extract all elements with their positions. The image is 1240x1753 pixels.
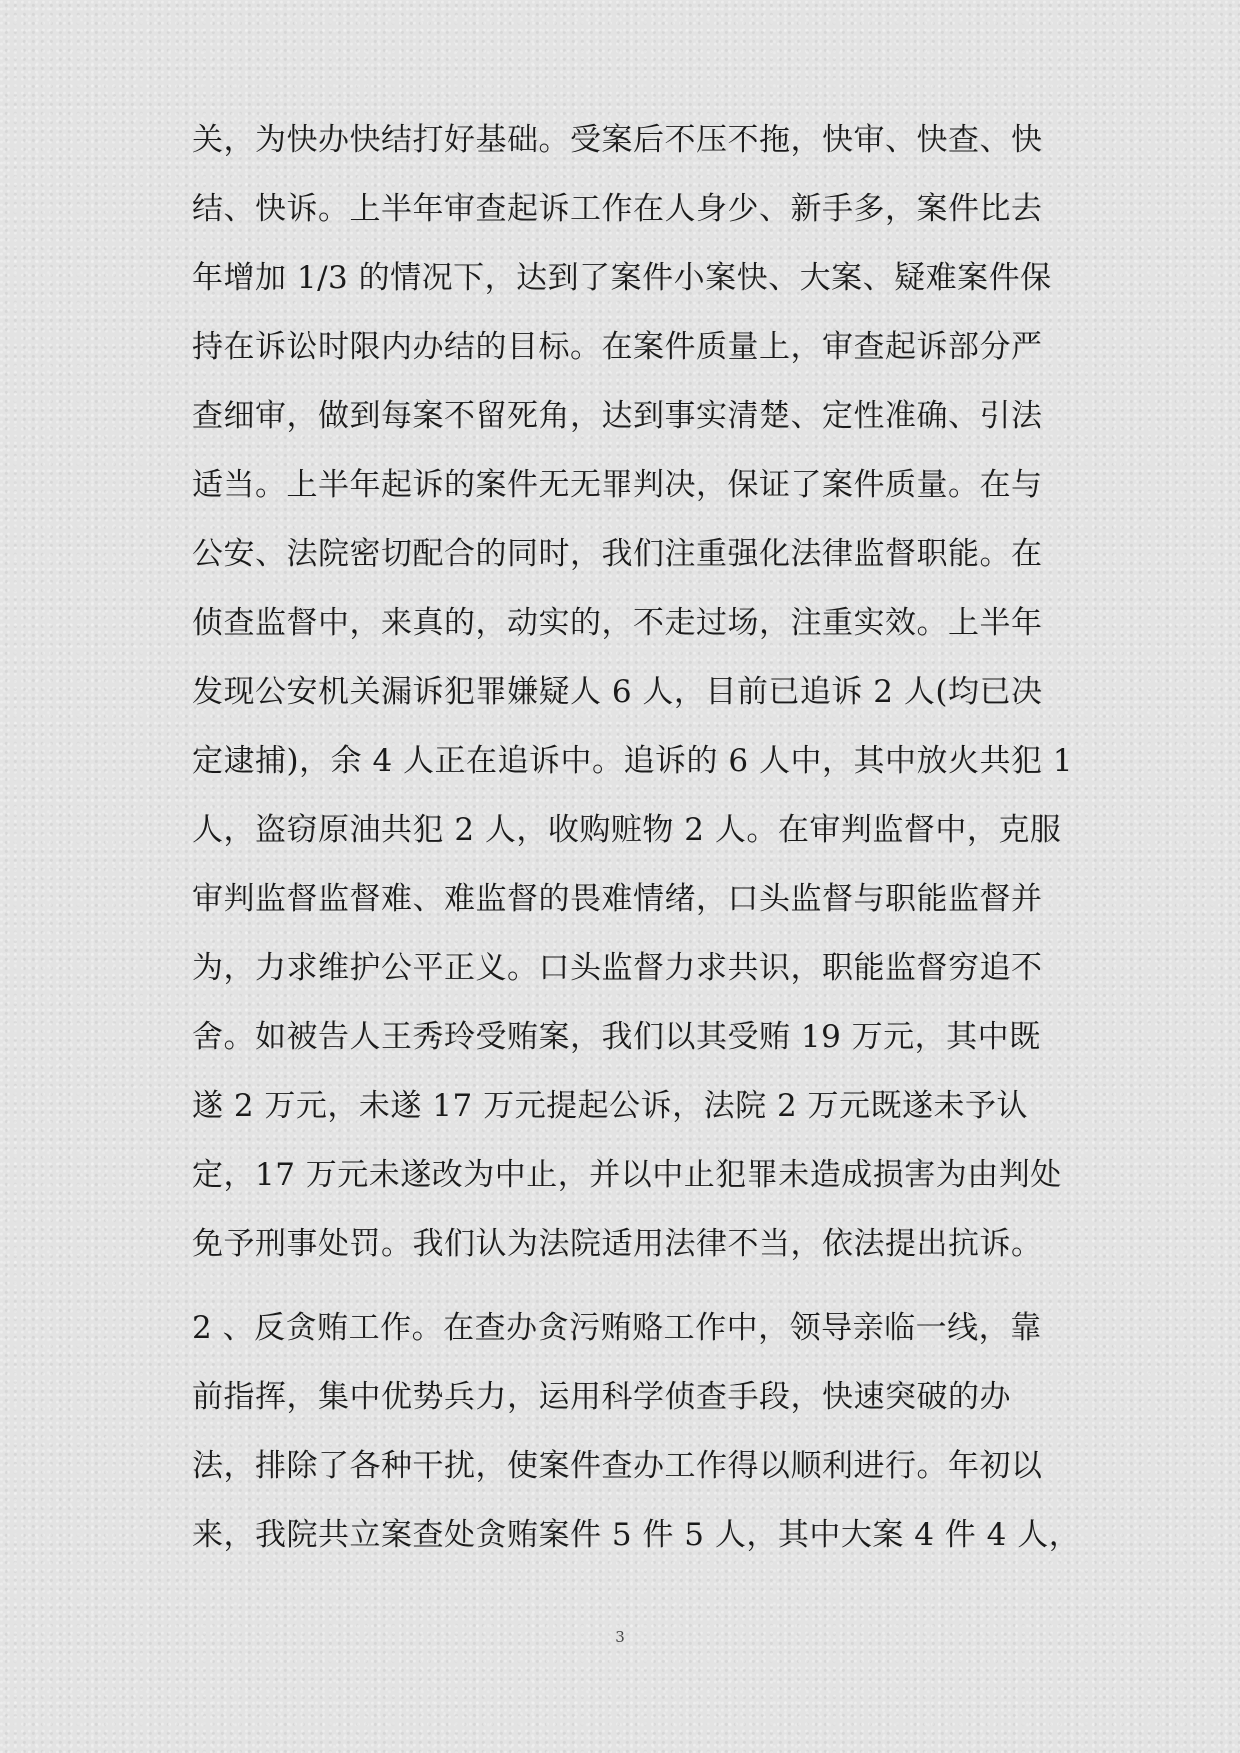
text-line: 人，盗窃原油共犯 2 人，收购赃物 2 人。在审判监督中，克服	[192, 812, 1062, 848]
body-text	[192, 110, 1081, 1574]
text-line: 定逮捕)，余 4 人正在追诉中。追诉的 6 人中，其中放火共犯 1	[192, 743, 1074, 779]
text-line: 前指挥，集中优势兵力，运用科学侦查手段，快速突破的办	[192, 1379, 1011, 1415]
text-line: 遂 2 万元，未遂 17 万元提起公诉，法院 2 万元既遂未予认	[192, 1088, 1029, 1124]
text-line: 结、快诉。上半年审查起诉工作在人身少、新手多，案件比去	[192, 191, 1043, 227]
page-number: 3	[615, 1628, 625, 1646]
text-line: 来，我院共立案查处贪贿案件 5 件 5 人，其中大案 4 件 4 人，	[192, 1517, 1081, 1553]
text-line: 发现公安机关漏诉犯罪嫌疑人 6 人，目前已追诉 2 人(均已决	[192, 674, 1043, 710]
text-line: 舍。如被告人王秀玲受贿案，我们以其受贿 19 万元，其中既	[192, 1019, 1041, 1055]
text-line: 适当。上半年起诉的案件无无罪判决，保证了案件质量。在与	[192, 467, 1043, 503]
text-line: 审判监督监督难、难监督的畏难情绪，口头监督与职能监督并	[192, 881, 1043, 917]
text-line: 法，排除了各种干扰，使案件查办工作得以顺利进行。年初以	[192, 1448, 1043, 1484]
text-line: 侦查监督中，来真的，动实的，不走过场，注重实效。上半年	[192, 605, 1043, 641]
text-line: 年增加 1/3 的情况下，达到了案件小案快、大案、疑难案件保	[192, 260, 1052, 296]
text-line: 持在诉讼时限内办结的目标。在案件质量上，审查起诉部分严	[192, 329, 1043, 365]
text-line: 定，17 万元未遂改为中止，并以中止犯罪未造成损害为由判处	[192, 1157, 1062, 1193]
text-line: 公安、法院密切配合的同时，我们注重强化法律监督职能。在	[192, 536, 1043, 572]
text-line: 查细审，做到每案不留死角，达到事实清楚、定性准确、引法	[192, 398, 1043, 434]
text-line: 为，力求维护公平正义。口头监督力求共识，职能监督穷追不	[192, 950, 1043, 986]
section-heading-line: 2 、反贪贿工作。在查办贪污贿赂工作中，领导亲临一线，靠	[192, 1310, 1042, 1346]
text-line: 关，为快办快结打好基础。受案后不压不拖，快审、快查、快	[192, 122, 1043, 158]
text-line: 免予刑事处罚。我们认为法院适用法律不当，依法提出抗诉。	[192, 1226, 1043, 1262]
